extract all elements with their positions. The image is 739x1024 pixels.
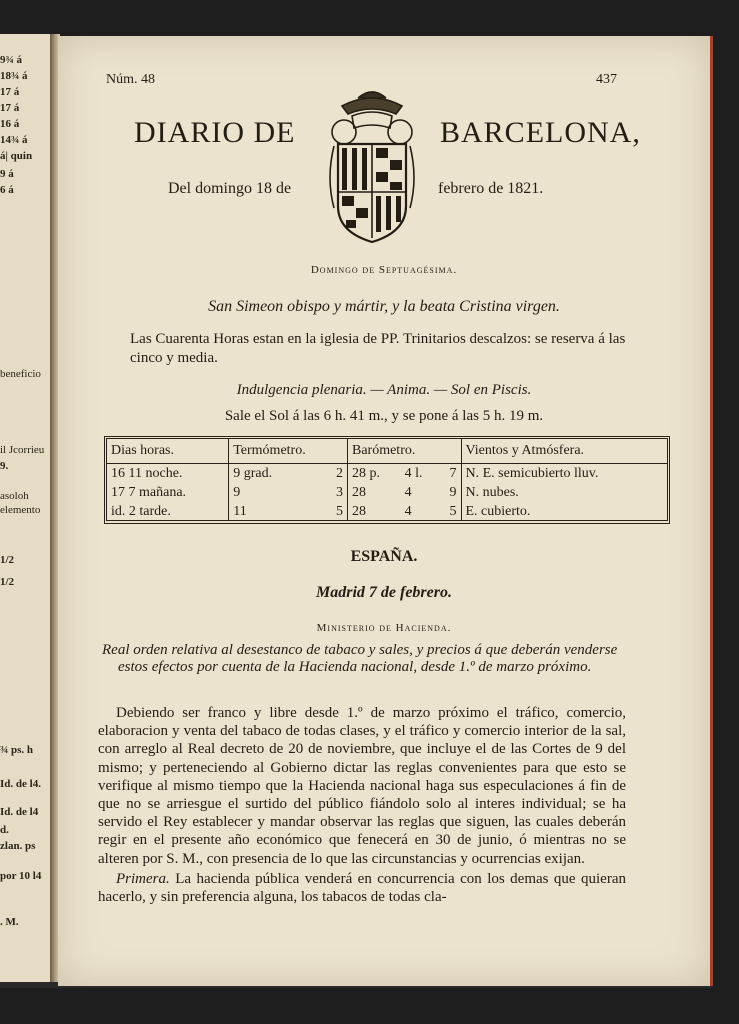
left-fragment: 9 á — [0, 168, 14, 180]
left-fragment: il Jcorrieu — [0, 444, 45, 456]
weather-header-row — [107, 439, 667, 464]
day-hour-cell: 17 7 mañana. — [107, 483, 229, 502]
temp-cell: 9 — [233, 484, 241, 500]
left-fragment: elemento — [0, 504, 41, 516]
barcelona-coat-of-arms — [312, 88, 432, 248]
left-fragment: Id. de l4. — [0, 778, 41, 790]
scan-border-top — [0, 0, 739, 38]
left-fragment: asoloh — [0, 490, 29, 502]
dateline: Madrid 7 de febrero. — [316, 584, 452, 601]
left-fragment: Id. de l4 — [0, 806, 39, 818]
bar-frac-cell: 5 — [438, 502, 461, 521]
weather-row — [107, 502, 667, 521]
issue-number: Núm. 48 — [106, 72, 155, 87]
liturgical-day: Domingo de Septuagésima. — [310, 264, 458, 276]
left-fragment: zlan. ps — [0, 840, 36, 852]
royal-order-title-text: Real orden relativa al desestanco de tabaco y sales, y precios á que deberán venderse estos efectos por cuenta de la Hacienda nacional, desde 1.º de marzo próximo. — [102, 642, 618, 675]
left-fragment: beneficio — [0, 368, 41, 380]
wind-cell: E. cubierto. — [465, 503, 531, 519]
page-number: 437 — [596, 72, 617, 87]
left-fragment: 6 á — [0, 184, 14, 196]
col-days-hours: Dias horas. — [107, 439, 229, 464]
scan-border-right — [712, 0, 739, 1024]
temp-frac-cell: 5 — [318, 502, 347, 521]
left-fragment: 9¾ á — [0, 54, 22, 66]
bar-p-cell: 28 — [351, 503, 366, 519]
col-barometer: Barómetro. — [347, 439, 461, 464]
weather-row — [107, 483, 667, 502]
issue-date-left: Del domingo 18 de — [168, 180, 292, 197]
primera-label: Primera. — [116, 870, 170, 887]
paragraph — [98, 870, 626, 906]
masthead-title-right: BARCELONA, — [440, 116, 641, 149]
previous-page-edge — [0, 34, 53, 982]
royal-order-title — [102, 642, 622, 676]
wind-cell: N. nubes. — [465, 484, 519, 500]
paragraph: Debiendo ser franco y libre desde 1.º de marzo próximo el tráfico, comercio, elaboracion y venta del tabaco de todas clases, y el tráfico y comercio interior de la sal, con arreglo al Real decreto de 20 de noviembre, que incluye el de las Cortes de 9 del mismo; y perteneciendo al Gobierno dictar las reglas convenientes para que esto se verifique al mismo tiempo que la Hacienda nacional haga sus especulaciones á fin de que no se arriesgue el surtido del público fiándolo solo al interes individual; se ha servido el Rey establecer y mandar observar las reglas que siguen, las cuales deberán regir en el presente año económico que fenecerá en 30 de junio, ó mientras no se alteren por S. M., con presencia de lo que las circunstancias y ocurrencias exijan. — [98, 705, 626, 867]
indulgence-notice: Indulgencia plenaria. — Anima. — Sol en Piscis. — [236, 382, 532, 398]
section-heading: ESPAÑA. — [350, 548, 418, 565]
col-winds: Vientos y Atmósfera. — [461, 439, 667, 464]
day-hour-cell: 16 11 noche. — [107, 464, 229, 484]
newspaper-page — [58, 36, 713, 986]
ministry-heading: Ministerio de Hacienda. — [316, 622, 452, 634]
day-hour-cell: id. 2 tarde. — [107, 502, 229, 521]
left-fragment: d. — [0, 824, 9, 836]
bar-frac-cell: 9 — [438, 483, 461, 502]
left-fragment: á| quin — [0, 150, 33, 162]
wind-cell: N. E. semicubierto lluv. — [465, 465, 599, 481]
col-thermometer: Termómetro. — [229, 439, 348, 464]
left-fragment: 17 á — [0, 102, 20, 114]
temp-cell: 9 grad. — [233, 465, 273, 481]
left-fragment: 16 á — [0, 118, 20, 130]
article-body — [98, 704, 626, 906]
left-fragment: . M. — [0, 916, 19, 928]
bar-frac-cell: 7 — [438, 464, 461, 484]
left-fragment: 18¾ á — [0, 70, 28, 82]
issue-date-right: febrero de 1821. — [438, 180, 544, 197]
bar-l-cell: 4 — [404, 503, 412, 519]
bar-p-cell: 28 — [351, 484, 366, 500]
bar-l-cell: 4 — [404, 484, 412, 500]
sunrise-sunset: Sale el Sol á las 6 h. 41 m., y se pone á las 5 h. 19 m. — [224, 408, 544, 424]
bar-p-cell: 28 p. — [351, 465, 380, 481]
saints-of-day: San Simeon obispo y mártir, y la beata Cristina virgen. — [208, 298, 560, 315]
left-fragment: ¾ ps. h — [0, 744, 34, 756]
temp-frac-cell: 3 — [318, 483, 347, 502]
weather-row — [107, 464, 667, 484]
left-fragment: por 10 l4 — [0, 870, 42, 882]
cuarenta-horas-notice: Las Cuarenta Horas estan en la iglesia de PP. Trinitarios descalzos: se reserva á las cinco y media. — [130, 331, 626, 366]
left-fragment: 1/2 — [0, 554, 15, 566]
bar-l-cell: 4 l. — [404, 465, 423, 481]
temp-cell: 11 — [233, 503, 247, 519]
masthead-title-left: DIARIO DE — [134, 116, 296, 149]
left-fragment: 14¾ á — [0, 134, 28, 146]
paragraph-text: La hacienda pública venderá en concurrencia con los demas que quieran hacerlo, y sin preferencia alguna, los tabacos de todas cla- — [98, 870, 626, 906]
left-fragment: 1/2 — [0, 576, 15, 588]
left-fragment: 9. — [0, 460, 9, 472]
temp-frac-cell: 2 — [318, 464, 347, 484]
left-fragment: 17 á — [0, 86, 20, 98]
weather-table — [104, 436, 670, 524]
scan-border-bottom — [0, 988, 739, 1024]
